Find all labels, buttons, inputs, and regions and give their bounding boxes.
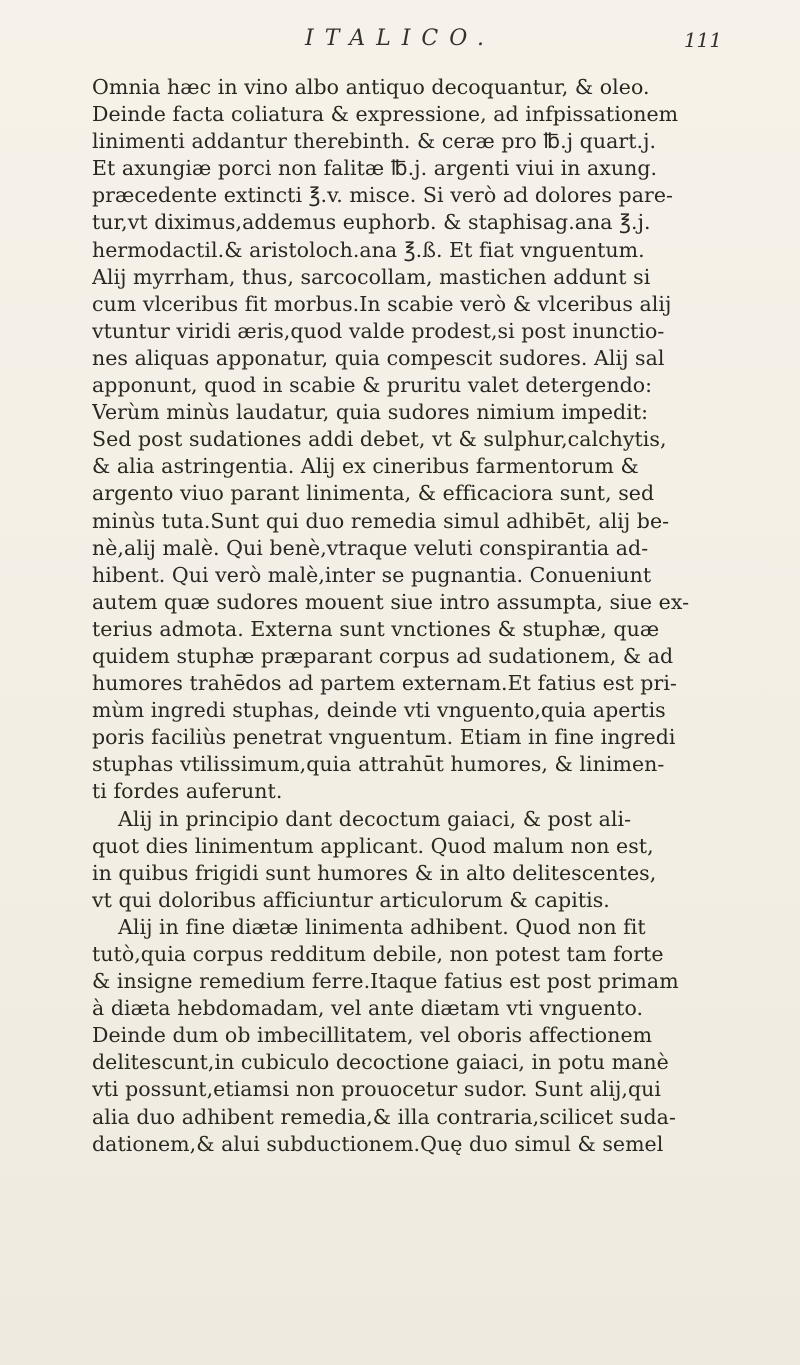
- text-line: quot dies linimentum applicant. Quod malum non est,: [92, 833, 654, 858]
- text-line: Deinde dum ob imbecillitatem, vel oboris affectionem: [92, 1023, 653, 1048]
- text-line: ti fordes auferunt.: [92, 779, 283, 804]
- text-line: linimenti addantur therebinth. & ceræ pro ℔.j quart.j.: [92, 129, 657, 154]
- text-line: Alij in principio dant decoctum gaiaci, & post ali-: [118, 806, 632, 831]
- text-line: nè,alij malè. Qui benè,vtraque veluti conspirantia ad-: [92, 535, 649, 560]
- text-line: Verùm minùs laudatur, quia sudores nimium impedit:: [92, 400, 649, 425]
- text-line: quidem stuphæ præparant corpus ad sudationem, & ad: [92, 643, 674, 668]
- text-line: hibent. Qui verò malè,inter se pugnantia. Conueniunt: [92, 562, 652, 587]
- text-line: argento viuo parant linimenta, & efficaciora sunt, sed: [92, 481, 655, 506]
- text-line: alia duo adhibent remedia,& illa contraria,scilicet suda-: [92, 1104, 676, 1129]
- text-line: cum vlceribus fit morbus.In scabie verò & vlceribus alij: [92, 291, 672, 316]
- text-line: tutò,quia corpus redditum debile, non potest tam forte: [92, 942, 664, 966]
- text-line: vti possunt,etiamsi non prouocetur sudor. Sunt alij,qui: [92, 1077, 661, 1102]
- text-line: Et axungiæ porci non falitæ ℔.j. argenti viui in axung.: [92, 156, 658, 181]
- text-line: à diæta hebdomadam, vel ante diætam vti vnguento.: [92, 996, 644, 1021]
- text-line: terius admota. Externa sunt vnctiones & stuphæ, quæ: [92, 616, 660, 641]
- text-line: Sed post sudationes addi debet, vt & sulphur,calchytis,: [92, 427, 667, 452]
- text-line: Omnia hæc in vino albo antiquo decoquantur, & oleo.: [92, 75, 650, 99]
- text-line: præcedente extincti ℥.v. misce. Si verò ad dolores pare-: [92, 183, 674, 208]
- running-title: ITALICO.: [305, 26, 495, 51]
- text-line: in quibus frigidi sunt humores & in alto delitescentes,: [92, 860, 657, 885]
- body-text: [92, 74, 737, 1158]
- text-line: hermodactil.& aristoloch.ana ℥.ß. Et fiat vnguentum.: [92, 237, 645, 262]
- text-line: autem quæ sudores mouent siue intro assumpta, siue ex-: [92, 589, 690, 614]
- text-line: Alij in fine diætæ linimenta adhibent. Quod non fit: [118, 914, 646, 939]
- text-line: Alij myrrham, thus, sarcocollam, mastichen addunt si: [92, 264, 651, 289]
- text-line: apponunt, quod in scabie & pruritu valet detergendo:: [92, 373, 653, 398]
- text-line: poris faciliùs penetrat vnguentum. Etiam in fine ingredi: [92, 725, 676, 750]
- page-header: [0, 26, 800, 62]
- text-line: vtuntur viridi æris,quod valde prodest,si post inunctio-: [92, 318, 665, 343]
- text-line: vt qui doloribus afficiuntur articulorum & capitis.: [92, 887, 610, 912]
- text-line: minùs tuta.Sunt qui duo remedia simul adhibēt, alij be-: [92, 508, 670, 533]
- text-line: Deinde facta coliatura & expressione, ad infpissationem: [92, 102, 679, 127]
- text-line: mùm ingredi stuphas, deinde vti vnguento,quia apertis: [92, 698, 666, 723]
- page-number: 111: [683, 28, 722, 52]
- text-line: nes aliquas apponatur, quia compescit sudores. Alij sal: [92, 345, 665, 370]
- text-line: tur,vt diximus,addemus euphorb. & staphisag.ana ℥.j.: [92, 210, 651, 235]
- text-line: & alia astringentia. Alij ex cineribus farmentorum &: [92, 454, 639, 479]
- text-line: stuphas vtilissimum,quia attrahūt humores, & linimen-: [92, 752, 665, 777]
- text-line: delitescunt,in cubiculo decoctione gaiaci, in potu manè: [92, 1050, 669, 1075]
- text-line: humores trahēdos ad partem externam.Et fatius est pri-: [92, 671, 677, 696]
- text-line: & insigne remedium ferre.Itaque fatius est post primam: [92, 969, 679, 994]
- text-line: dationem,& alui subductionem.Quę duo simul & semel: [92, 1131, 664, 1156]
